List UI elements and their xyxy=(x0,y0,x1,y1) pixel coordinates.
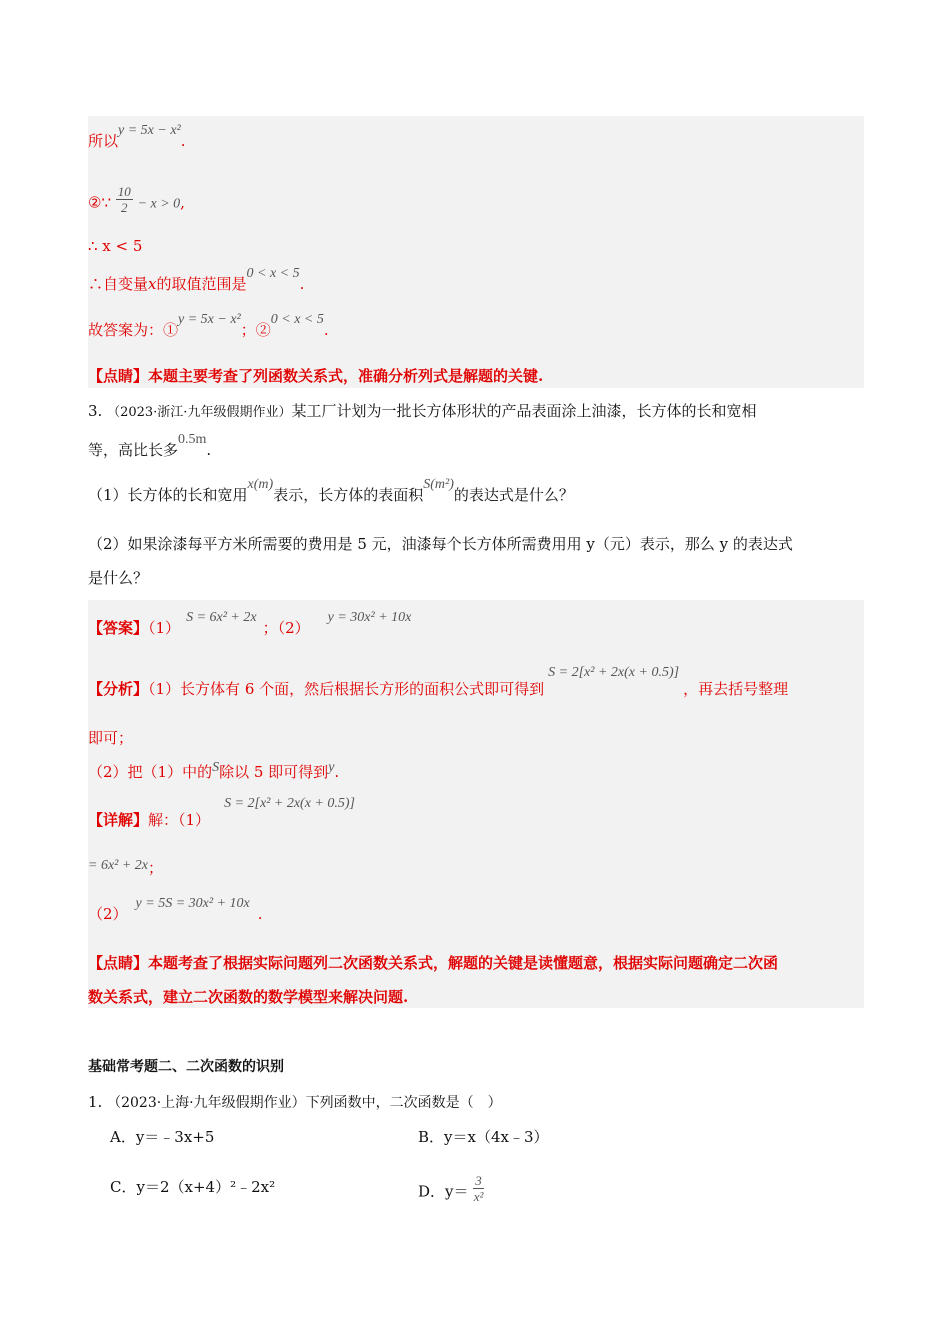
question-3-line-2 xyxy=(88,432,212,462)
solution-line-5 xyxy=(88,312,329,342)
formula: y = 5x − x² xyxy=(118,123,181,138)
text: . xyxy=(206,441,212,459)
numerator: 3 xyxy=(475,1173,482,1188)
formula: y = 30x² + 10x xyxy=(327,610,412,625)
formula: x(m) xyxy=(247,477,274,492)
text: 是什么？ xyxy=(88,569,149,587)
solution-shade-2 xyxy=(88,600,864,1008)
text: （1）长方体有 6 个面，然后根据长方形的面积公式即可得到 xyxy=(148,680,545,698)
option-c[interactable] xyxy=(110,1177,275,1197)
comment-line-1 xyxy=(88,953,778,973)
option-c-text: C．y＝2（x+4）²﹣2x² xyxy=(110,1178,276,1196)
text: 故答案为：① xyxy=(88,321,179,339)
question-1 xyxy=(88,1092,502,1113)
formula: 0.5m xyxy=(178,432,207,447)
text: 所以 xyxy=(88,132,119,150)
denominator: 2 xyxy=(121,200,128,215)
formula: S = 2[x² + 2x(x + 0.5)] xyxy=(224,796,355,811)
heading-text: 基础常考题二、二次函数的识别 xyxy=(88,1059,284,1075)
text: （1） xyxy=(148,619,181,637)
text: . xyxy=(334,763,340,781)
option-d-text: D．y＝ xyxy=(418,1182,469,1201)
text: （2） xyxy=(88,905,128,923)
detail-line-1 xyxy=(88,796,355,832)
text: （1）长方体的长和宽用 xyxy=(88,486,248,504)
option-b-text: B．y＝x（4x﹣3） xyxy=(418,1128,549,1146)
formula: S(m²) xyxy=(423,477,454,492)
text: 的表达式是什么？ xyxy=(453,486,574,504)
text: . xyxy=(180,132,186,150)
analysis-line-3 xyxy=(88,762,339,784)
text: ；（2） xyxy=(262,619,310,637)
text: 除以 5 即可得到 xyxy=(219,763,329,781)
question-number: 3. xyxy=(88,402,103,420)
formula: S = 6x² + 2x xyxy=(186,610,257,625)
question-3-part-2 xyxy=(88,534,793,554)
formula: y = 5x − x² xyxy=(178,312,241,327)
denominator: x² xyxy=(473,1189,484,1204)
solution-line-3 xyxy=(88,236,142,256)
analysis-line-1 xyxy=(88,665,789,701)
text: ∴自变量 xyxy=(88,275,149,293)
text: . xyxy=(323,321,329,339)
option-d[interactable] xyxy=(418,1173,484,1208)
question-source: （2023·浙江·九年级假期作业） xyxy=(107,405,292,420)
comment-text: 【点睛】本题考查了根据实际问题列二次函数关系式，解题的关键是读懂题意，根据实际问题确定二次函 xyxy=(88,954,779,972)
formula: S = 2[x² + 2x(x + 0.5)] xyxy=(548,665,680,680)
question-3-part-2-cont xyxy=(88,568,148,588)
comment-text: 数关系式，建立二次函数的数学模型来解决问题. xyxy=(88,988,409,1006)
text: （2）如果涂漆每平方米所需要的费用是 5 元，油漆每个长方体所需费用用 y（元）表示，那么 y 的表达式 xyxy=(88,535,793,553)
text: 等，高比长多 xyxy=(88,441,179,459)
fraction xyxy=(116,184,133,215)
solution-shade-1 xyxy=(88,116,864,388)
text: 表示，长方体的表面积 xyxy=(273,486,424,504)
text: 即可； xyxy=(88,729,134,747)
variable: x xyxy=(148,275,157,293)
formula: 0 < x < 5 xyxy=(246,266,300,281)
text: （2）把（1）中的 xyxy=(88,763,213,781)
detail-line-2 xyxy=(88,858,163,880)
solution-line-2 xyxy=(88,184,185,219)
text: 解：（1） xyxy=(148,811,211,829)
option-a[interactable] xyxy=(110,1127,214,1147)
solution-line-1 xyxy=(88,123,186,153)
text: , xyxy=(180,193,185,212)
detail-line-3 xyxy=(88,896,263,926)
formula: y xyxy=(328,760,335,775)
formula: − x > 0 xyxy=(137,196,181,212)
option-b[interactable] xyxy=(418,1127,549,1147)
detail-tag: 【详解】 xyxy=(88,811,149,829)
question-3-line-1 xyxy=(88,401,756,423)
analysis-line-2 xyxy=(88,728,133,748)
formula: y = 5S = 30x² + 10x xyxy=(135,896,250,911)
question-number: 1. xyxy=(88,1093,103,1111)
text: 的取值范围是 xyxy=(156,275,247,293)
question-text: 某工厂计划为一批长方体形状的产品表面涂上油漆，长方体的长和宽相 xyxy=(291,402,757,420)
formula: ∴ x < 5 xyxy=(88,237,143,255)
answer-line xyxy=(88,610,412,640)
text: . xyxy=(299,275,305,293)
analysis-tag: 【分析】 xyxy=(88,680,149,698)
solution-line-4 xyxy=(88,266,305,296)
text: ； xyxy=(148,859,164,877)
formula: S xyxy=(212,760,220,775)
text: ；② xyxy=(240,321,271,339)
numerator: 10 xyxy=(117,184,131,199)
formula: = 6x² + 2x xyxy=(88,858,149,873)
option-a-text: A．y＝﹣3x+5 xyxy=(110,1128,215,1146)
question-3-part-1 xyxy=(88,477,574,507)
formula: 0 < x < 5 xyxy=(270,312,324,327)
section-heading xyxy=(88,1057,284,1077)
comment-line-2 xyxy=(88,987,408,1007)
solution-comment xyxy=(88,366,543,386)
text: . xyxy=(257,905,263,923)
text: ②∵ xyxy=(88,193,111,212)
answer-tag: 【答案】 xyxy=(88,619,149,637)
comment-text: 【点睛】本题主要考查了列函数关系式，准确分析列式是解题的关键. xyxy=(88,367,544,385)
question-text: （2023·上海·九年级假期作业）下列函数中，二次函数是（ ） xyxy=(107,1095,502,1111)
text: ，再去括号整理 xyxy=(683,680,789,698)
option-d-fraction xyxy=(473,1173,484,1204)
